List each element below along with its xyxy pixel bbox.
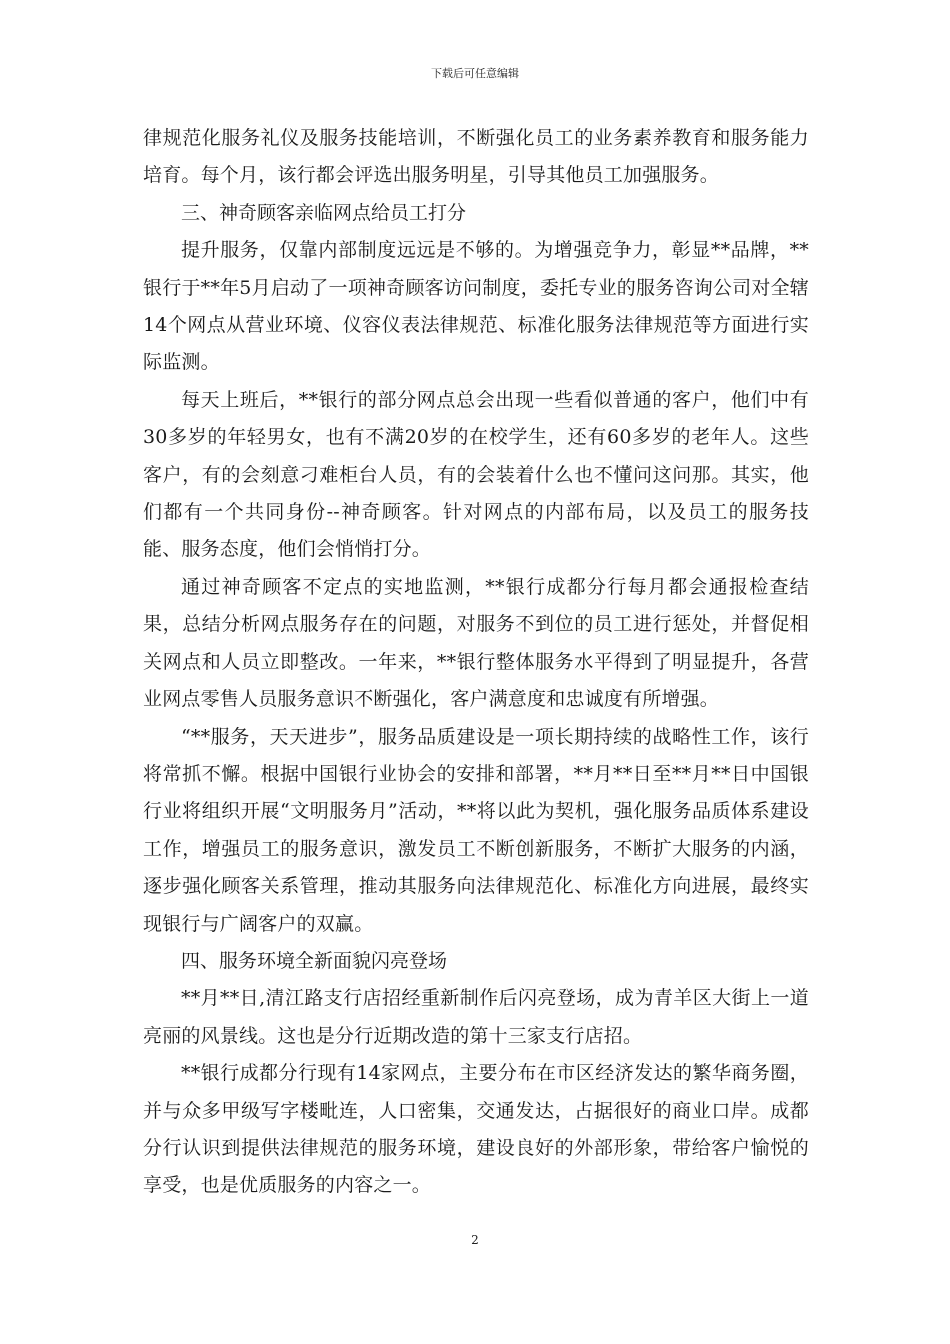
section-heading-3: 三、神奇顾客亲临网点给员工打分 bbox=[181, 201, 467, 224]
paragraph-continuation: 律规范化服务礼仪及服务技能培训，不断强化员工的业务素养教育和服务能力培育。每个月，该行都会评选出服务明星，引导其他员工加强服务。 bbox=[143, 127, 809, 187]
paragraph-service-quality: “**服务，天天进步”，服务品质建设是一项长期持续的战略性工作，该行将常抓不懈。根据中国银行业协会的安排和部署，**月**日至**月**日中国银行业将组织开展“文明服务月”活动，**将以此为契机，强化服务品质体系建设工作，增强员工的服务意识，激发员工不断创新服务，不断扩大服务的内涵，逐步强化顾客关系管理，推动其服务向法律规范化、标准化方向进展，最终实现银行与广阔客户的双赢。 bbox=[143, 725, 809, 935]
paragraph-signboard: **月**日,清江路支行店招经重新制作后闪亮登场，成为青羊区大街上一道亮丽的风景线。这也是分行近期改造的第十三家支行店招。 bbox=[143, 987, 809, 1047]
page-number: 2 bbox=[471, 1233, 479, 1247]
paragraph-mystery-customer-visits: 每天上班后，**银行的部分网点总会出现一些看似普通的客户，他们中有30多岁的年轻男女，也有不满20岁的在校学生，还有60多岁的老年人。这些客户，有的会刻意刁难柜台人员，有的会装着什么也不懂问这问那。其实，他们都有一个共同身份--神奇顾客。针对网点的内部布局，以及员工的服务技能、服务态度，他们会悄悄打分。 bbox=[143, 388, 809, 561]
document-body bbox=[143, 120, 809, 1205]
paragraph-branch-network: **银行成都分行现有14家网点，主要分布在市区经济发达的繁华商务圈，并与众多甲级写字楼毗连，人口密集，交通发达，占据很好的商业口岸。成都分行认识到提供法律规范的服务环境，建设良好的外部形象，带给客户愉悦的享受，也是优质服务的内容之一。 bbox=[143, 1062, 809, 1197]
page-header: 下载后可任意编辑 bbox=[431, 67, 519, 80]
paragraph-monitoring-results: 通过神奇顾客不定点的实地监测，**银行成都分行每月都会通报检查结果，总结分析网点服务存在的问题，对服务不到位的员工进行惩处，并督促相关网点和人员立即整改。一年来，**银行整体服务水平得到了明显提升，各营业网点零售人员服务意识不断强化，客户满意度和忠诚度有所增强。 bbox=[143, 575, 809, 711]
paragraph-mystery-customer-intro: 提升服务，仅靠内部制度远远是不够的。为增强竞争力，彰显**品牌，**银行于**年5月启动了一项神奇顾客访问制度，委托专业的服务咨询公司对全辖14个网点从营业环境、仪容仪表法律规范、标准化服务法律规范等方面进行实际监测。 bbox=[143, 239, 809, 374]
section-heading-4: 四、服务环境全新面貌闪亮登场 bbox=[181, 949, 448, 972]
